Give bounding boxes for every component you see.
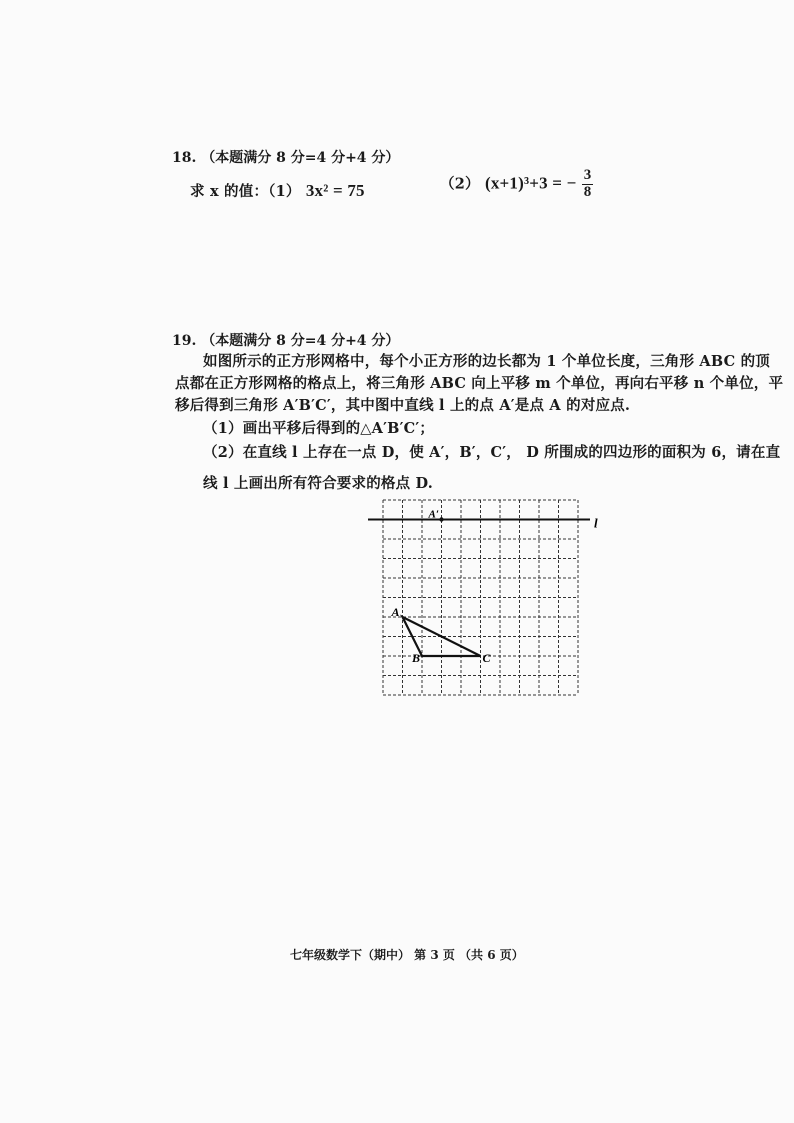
- q19-part2b: 线 l 上画出所有符合要求的格点 D.: [203, 475, 434, 492]
- q18-fraction: [582, 168, 594, 201]
- translation-grid-figure: [365, 495, 605, 705]
- q18-fraction-numerator: 3: [583, 167, 592, 183]
- q18-prompt: 求 x 的值：（1）: [190, 183, 301, 200]
- q19-part1: （1）画出平移后得到的△A′B′C′；: [203, 420, 435, 437]
- q18-number: 18.: [172, 150, 197, 166]
- grid-lines: [383, 500, 578, 695]
- label-a: A: [391, 605, 400, 619]
- q18-part1: [190, 180, 365, 201]
- q18-part2: [440, 168, 593, 201]
- label-c: C: [482, 651, 491, 665]
- point-a-prime: [439, 517, 443, 521]
- q19-line2: 点都在正方形网格的格点上，将三角形 ABC 向上平移 m 个单位，再向右平移 n 个单位，平: [175, 375, 784, 392]
- q18-score: （本题满分 8 分=4 分+4 分）: [201, 150, 400, 166]
- q19-score: （本题满分 8 分=4 分+4 分）: [201, 333, 400, 349]
- q18-header: [172, 147, 399, 167]
- q19-header: [172, 330, 399, 350]
- q18-fraction-denominator: 8: [583, 183, 592, 200]
- label-l: l: [594, 515, 598, 531]
- label-a-prime: A′: [428, 508, 439, 521]
- q19-line1: 如图所示的正方形网格中，每个小正方形的边长都为 1 个单位长度，三角形 ABC 的顶: [203, 353, 770, 370]
- q19-line3: 移后得到三角形 A′B′C′，其中图中直线 l 上的点 A′是点 A 的对应点.: [175, 397, 631, 414]
- q19-part2a: （2）在直线 l 上存在一点 D，使 A′，B′，C′， D 所围成的四边形的面积为 6，请在直: [203, 444, 781, 461]
- page-footer: 七年级数学下（期中） 第 3 页 （共 6 页）: [290, 948, 524, 962]
- q18-part2-label: （2）: [440, 175, 480, 193]
- label-b: B: [412, 651, 421, 665]
- q18-equation-1: 3x² = 75: [305, 181, 365, 200]
- q19-number: 19.: [172, 333, 197, 349]
- q18-equation-2: (x+1)³+3 = −: [484, 173, 577, 193]
